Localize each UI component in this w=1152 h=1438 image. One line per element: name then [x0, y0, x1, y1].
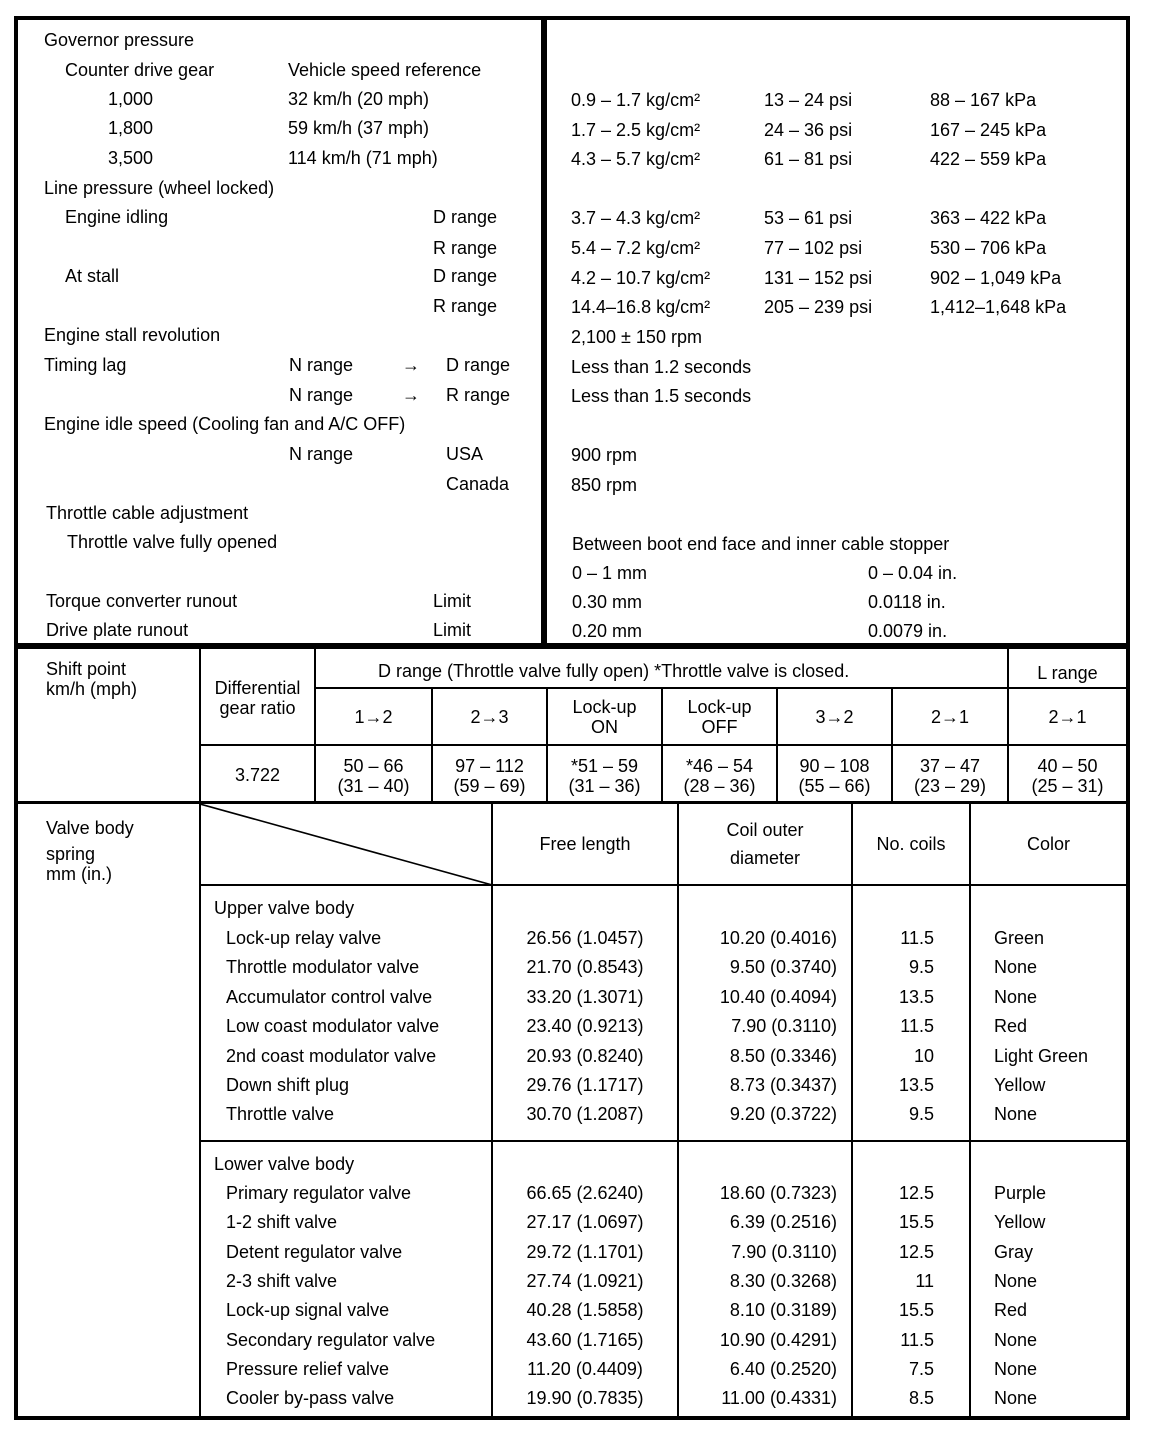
divider [199, 744, 1128, 746]
shift-col-header: Lock-up [687, 697, 752, 717]
runout-label: Torque converter runout [46, 591, 238, 611]
shift-value: (55 – 66) [798, 776, 871, 796]
spring-name: Cooler by-pass valve [226, 1388, 395, 1409]
spring-coil-diameter: 10.20 (0.4016) [719, 928, 837, 948]
stall-label: Engine stall revolution [44, 325, 221, 345]
lp-kpa: 363 – 422 kPa [930, 208, 1047, 228]
shift-value: 50 – 66 [343, 756, 404, 776]
shift-label: Shift point [46, 659, 127, 679]
shift-value: (31 – 40) [337, 776, 410, 796]
spring-free-length: 29.76 (1.1717) [526, 1075, 644, 1095]
lp-kpa: 530 – 706 kPa [930, 238, 1047, 258]
gov-speed: 59 km/h (37 mph) [288, 118, 430, 138]
lp-range: D range [433, 266, 498, 286]
spring-color: None [994, 1270, 1038, 1291]
spring-name: Throttle modulator valve [226, 957, 420, 978]
spring-color: None [994, 957, 1038, 978]
spring-color: None [994, 986, 1038, 1007]
spring-color: None [994, 1358, 1038, 1379]
spring-name: Low coast modulator valve [226, 1016, 440, 1037]
spring-free-length: 11.20 (0.4409) [527, 1358, 643, 1379]
col-counter-drive-gear: Counter drive gear [65, 60, 215, 80]
diff-ratio-header: gear ratio [219, 698, 296, 718]
gov-psi: 61 – 81 psi [764, 149, 853, 169]
lp-kg: 4.2 – 10.7 kg/cm² [571, 268, 711, 288]
spring-name: Primary regulator valve [226, 1183, 412, 1203]
spring-label: spring [46, 844, 96, 864]
lp-range: D range [433, 207, 498, 227]
spring-coil-diameter: 7.90 (0.3110) [731, 1241, 837, 1262]
spring-coil-diameter: 8.73 (0.3437) [729, 1075, 837, 1095]
spring-name: Detent regulator valve [226, 1241, 403, 1262]
l-range-header: L range [1037, 663, 1098, 683]
spring-name: Lock-up relay valve [226, 928, 382, 948]
spring-coil-count: 7.5 [908, 1358, 934, 1379]
spring-label: Valve body [46, 818, 134, 838]
spring-free-length: 43.60 (1.7165) [526, 1329, 644, 1350]
shift-value: (23 – 29) [913, 776, 987, 796]
diff-ratio-value: 3.722 [234, 765, 281, 785]
spring-coil-diameter: 11.00 (0.4331) [721, 1388, 837, 1409]
spring-color: Red [994, 1300, 1028, 1321]
gov-psi: 24 – 36 psi [764, 120, 853, 140]
spring-color: Yellow [994, 1212, 1046, 1233]
throttle-cable-inch: 0 – 0.04 in. [868, 563, 958, 583]
spring-coil-diameter: 6.40 (0.2520) [729, 1358, 837, 1379]
idle-speed-label: Engine idle speed (Cooling fan and A/C OFF) [44, 414, 406, 434]
shift-unit: km/h (mph) [46, 679, 138, 699]
shift-col-header: Lock-up [572, 697, 637, 717]
diff-ratio-header: Differential [214, 678, 301, 698]
spring-color: Yellow [994, 1075, 1046, 1095]
gov-gear: 3,500 [108, 148, 154, 168]
timing-to: D range [446, 355, 511, 375]
divider [199, 648, 201, 1418]
timing-from: N range [289, 385, 354, 405]
at-stall-label: At stall [65, 266, 120, 286]
spring-coil-diameter: 6.39 (0.2516) [729, 1212, 837, 1233]
engine-idling-label: Engine idling [65, 207, 169, 227]
lp-range: R range [433, 238, 498, 258]
shift-value: 40 – 50 [1037, 756, 1098, 776]
shift-value: (25 – 31) [1031, 776, 1104, 796]
spring-coil-count: 15.5 [898, 1212, 934, 1233]
spring-color: Red [994, 1016, 1028, 1037]
stall-value: 2,100 ± 150 rpm [571, 327, 702, 347]
spring-coil-count: 12.5 [898, 1241, 934, 1262]
shift-col-header: 2→1 [1048, 707, 1087, 727]
spring-name: Down shift plug [226, 1075, 350, 1095]
shift-col-header: 2→1 [930, 707, 970, 727]
runout-label: Drive plate runout [46, 620, 189, 640]
spring-free-length: 20.93 (0.8240) [526, 1045, 644, 1066]
spring-free-length: 21.70 (0.8543) [526, 957, 644, 978]
spring-coil-count: 12.5 [898, 1183, 934, 1203]
header-coil-diameter: diameter [729, 848, 801, 868]
shift-value: *46 – 54 [685, 756, 754, 776]
spring-color: Light Green [994, 1045, 1089, 1066]
spring-free-length: 19.90 (0.7835) [526, 1388, 644, 1409]
runout-limit: Limit [433, 620, 472, 640]
shift-value: (59 – 69) [453, 776, 526, 796]
spring-free-length: 30.70 (1.2087) [526, 1104, 644, 1125]
lp-kg: 5.4 – 7.2 kg/cm² [571, 238, 701, 258]
divider [16, 801, 1128, 804]
spring-name: Accumulator control valve [226, 986, 433, 1007]
gov-kg: 0.9 – 1.7 kg/cm² [571, 90, 701, 110]
lp-kpa: 902 – 1,049 kPa [930, 268, 1062, 288]
gov-kg: 4.3 – 5.7 kg/cm² [571, 149, 701, 169]
shift-col-header: OFF [701, 717, 738, 737]
spring-coil-diameter: 18.60 (0.7323) [719, 1183, 837, 1203]
spring-free-length: 27.17 (1.0697) [526, 1212, 644, 1233]
line-pressure-title: Line pressure (wheel locked) [44, 178, 275, 198]
spring-coil-diameter: 8.10 (0.3189) [729, 1300, 837, 1321]
runout-mm: 0.20 mm [572, 621, 643, 641]
spring-coil-count: 9.5 [908, 1104, 934, 1125]
timing-label: Timing lag [44, 355, 127, 375]
governor-title: Governor pressure [44, 30, 195, 50]
throttle-cable-label: Throttle cable adjustment [46, 503, 249, 523]
spring-coil-diameter: 10.90 (0.4291) [719, 1329, 837, 1350]
throttle-cable-mm: 0 – 1 mm [572, 563, 648, 583]
spring-coil-count: 15.5 [898, 1300, 934, 1321]
spring-unit: mm (in.) [46, 864, 112, 884]
throttle-cable-sub: Throttle valve fully opened [67, 532, 278, 552]
lp-psi: 131 – 152 psi [764, 268, 873, 288]
idle-canada-value: 850 rpm [571, 475, 638, 495]
runout-mm: 0.30 mm [572, 592, 643, 612]
spring-color: Purple [994, 1183, 1047, 1203]
d-range-header: D range (Throttle valve fully open) *Throttle valve is closed. [378, 661, 850, 681]
divider [969, 803, 971, 1418]
divider [199, 1140, 1128, 1142]
gov-speed: 114 km/h (71 mph) [288, 148, 438, 168]
arrow-icon: → [402, 385, 420, 405]
gov-psi: 13 – 24 psi [764, 90, 853, 110]
spring-coil-count: 11.5 [900, 1329, 934, 1350]
spring-color: None [994, 1104, 1038, 1125]
spring-coil-count: 11 [915, 1270, 934, 1291]
shift-value: 37 – 47 [919, 756, 981, 776]
spring-coil-count: 10 [913, 1045, 934, 1066]
spring-free-length: 27.74 (1.0921) [526, 1270, 644, 1291]
spring-free-length: 66.65 (2.6240) [526, 1183, 644, 1203]
spring-color: Green [994, 928, 1045, 948]
shift-col-header: 1→2 [354, 707, 393, 727]
spring-coil-diameter: 10.40 (0.4094) [719, 986, 837, 1007]
lp-psi: 53 – 61 psi [764, 208, 853, 228]
col-vehicle-speed: Vehicle speed reference [288, 60, 482, 80]
gov-kpa: 422 – 559 kPa [930, 149, 1047, 169]
spring-name: 1-2 shift valve [226, 1212, 338, 1233]
header-coil-outer: Coil outer [726, 820, 804, 840]
spring-coil-diameter: 9.50 (0.3740) [729, 957, 837, 978]
timing-value: Less than 1.2 seconds [571, 357, 752, 377]
header-color: Color [1026, 834, 1070, 854]
spring-coil-count: 11.5 [900, 1016, 934, 1037]
divider [314, 687, 1128, 689]
spring-coil-diameter: 8.50 (0.3346) [729, 1045, 837, 1066]
idle-usa-value: 900 rpm [571, 445, 638, 465]
gov-gear: 1,000 [108, 89, 154, 109]
spring-color: None [994, 1388, 1038, 1409]
shift-col-header: 3→2 [815, 707, 854, 727]
lp-kg: 14.4–16.8 kg/cm² [571, 297, 711, 317]
lower-valve-body-title: Lower valve body [214, 1154, 355, 1174]
lp-kpa: 1,412–1,648 kPa [930, 297, 1067, 317]
gov-speed: 32 km/h (20 mph) [288, 89, 430, 109]
shift-value: (31 – 36) [568, 776, 641, 796]
spring-name: Pressure relief valve [226, 1358, 390, 1379]
divider [541, 18, 547, 646]
spring-name: Lock-up signal valve [226, 1300, 390, 1321]
idle-canada: Canada [446, 474, 510, 494]
shift-col-header: 2→3 [470, 707, 509, 727]
spring-coil-count: 13.5 [898, 1075, 934, 1095]
idle-range: N range [289, 444, 354, 464]
runout-inch: 0.0079 in. [868, 621, 948, 641]
spring-free-length: 40.28 (1.5858) [526, 1300, 644, 1321]
idle-usa: USA [446, 444, 484, 464]
spring-coil-count: 9.5 [908, 957, 934, 978]
timing-from: N range [289, 355, 354, 375]
divider [16, 643, 1128, 649]
lp-range: R range [433, 296, 498, 316]
runout-limit: Limit [433, 591, 472, 611]
spring-free-length: 26.56 (1.0457) [526, 928, 644, 948]
spring-free-length: 29.72 (1.1701) [526, 1241, 644, 1262]
spring-name: Secondary regulator valve [226, 1329, 436, 1350]
spring-coil-diameter: 9.20 (0.3722) [729, 1104, 837, 1125]
arrow-icon: → [402, 355, 420, 375]
spring-coil-count: 13.5 [898, 986, 934, 1007]
header-free-length: Free length [539, 834, 631, 854]
shift-col-header: ON [591, 717, 618, 737]
spring-name: 2-3 shift valve [226, 1270, 338, 1291]
gov-kg: 1.7 – 2.5 kg/cm² [571, 120, 701, 140]
spring-name: Throttle valve [226, 1104, 335, 1125]
gov-gear: 1,800 [108, 118, 154, 138]
spring-coil-diameter: 7.90 (0.3110) [731, 1016, 837, 1037]
lp-psi: 205 – 239 psi [764, 297, 873, 317]
throttle-cable-note: Between boot end face and inner cable stopper [572, 534, 950, 554]
spring-color: Gray [994, 1241, 1034, 1262]
spring-coil-count: 8.5 [908, 1388, 934, 1409]
lp-kg: 3.7 – 4.3 kg/cm² [571, 208, 701, 228]
spring-name: 2nd coast modulator valve [226, 1045, 437, 1066]
shift-value: *51 – 59 [570, 756, 639, 776]
gov-kpa: 167 – 245 kPa [930, 120, 1047, 140]
spring-color: None [994, 1329, 1038, 1350]
lp-psi: 77 – 102 psi [764, 238, 863, 258]
upper-valve-body-title: Upper valve body [214, 898, 355, 918]
shift-value: 90 – 108 [799, 756, 870, 776]
spring-coil-count: 11.5 [900, 928, 934, 948]
gov-kpa: 88 – 167 kPa [930, 90, 1037, 110]
runout-inch: 0.0118 in. [868, 592, 946, 612]
header-diagonal [200, 804, 492, 886]
spring-free-length: 23.40 (0.9213) [526, 1016, 644, 1037]
shift-value: (28 – 36) [683, 776, 756, 796]
timing-value: Less than 1.5 seconds [571, 386, 752, 406]
header-no-coils: No. coils [876, 834, 946, 854]
timing-to: R range [446, 385, 511, 405]
shift-value: 97 – 112 [455, 756, 524, 776]
spring-coil-diameter: 8.30 (0.3268) [729, 1270, 837, 1291]
spring-free-length: 33.20 (1.3071) [526, 986, 644, 1007]
